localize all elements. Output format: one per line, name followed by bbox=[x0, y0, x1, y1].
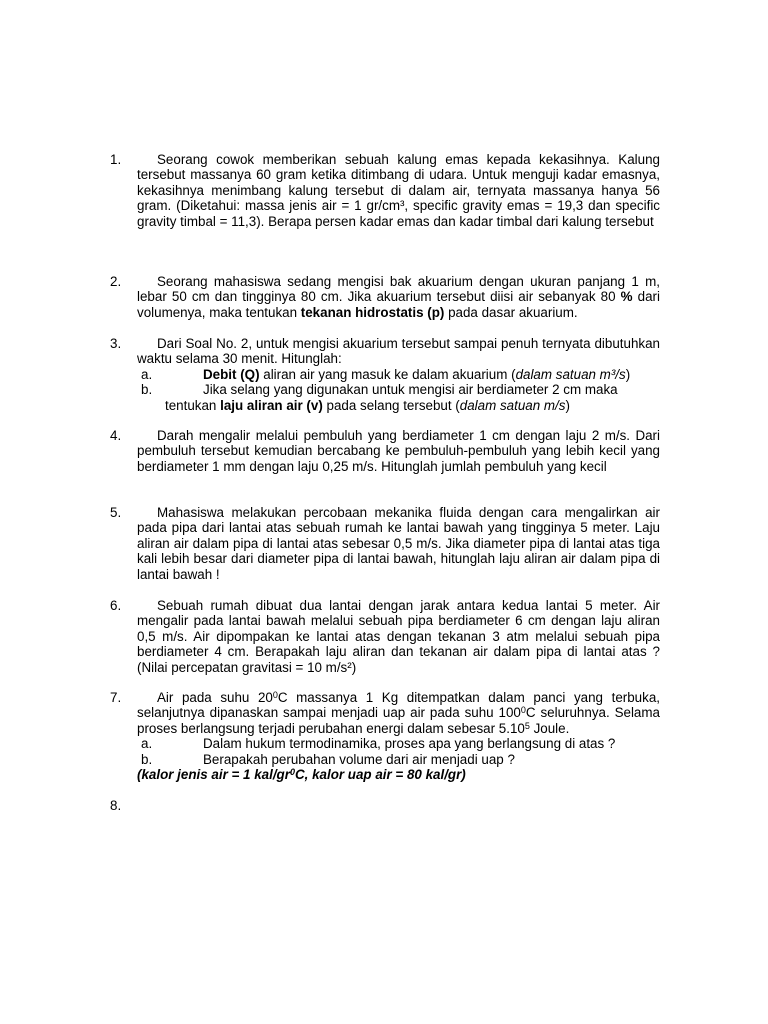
question-text: Mahasiswa melakukan percobaan mekanika fluida dengan cara mengalirkan air pada pipa dari lantai atas sebuah rumah ke lantai bawah yang tingginya 5 meter. Laju aliran air dalam pipa di lantai atas sebesar 0,5 m/s. Jika diameter pipa di lantai atas tiga kali lebih besar dari diameter pipa di lantai bawah, hitunglah laju aliran air dalam pipa di lantai bawah ! bbox=[137, 505, 660, 582]
question-text: Seorang cowok memberikan sebuah kalung emas kepada kekasihnya. Kalung tersebut massanya 60 gram ketika ditimbang di udara. Untuk menguji kadar emasnya, kekasihnya menimbang kalung tersebut di dalam air, ternyata massanya hanya 56 gram. (Diketahui: massa jenis air = 1 gr/cm³, specific gravity emas = 19,3 dan specific gravity timbal = 11,3). Berapa persen kadar emas dan kadar timbal dari kalung tersebut bbox=[137, 152, 660, 229]
question-number: 8. bbox=[110, 798, 122, 813]
question-text: dari volumenya, maka tentukan bbox=[137, 289, 660, 320]
question-6 bbox=[110, 598, 660, 675]
sub-question-b: b. Jika selang yang digunakan untuk mengisi air berdiameter 2 cm maka bbox=[141, 382, 618, 398]
sub-question-b: b. Berapakah perubahan volume dari air menjadi uap ? bbox=[141, 751, 515, 767]
question-number: 7. bbox=[110, 690, 122, 705]
question-number: 1. bbox=[110, 152, 122, 167]
question-2 bbox=[110, 274, 660, 320]
question-3 bbox=[110, 336, 660, 413]
question-number: 2. bbox=[110, 274, 122, 289]
question-number: 6. bbox=[110, 598, 122, 613]
question-4 bbox=[110, 428, 660, 474]
constants-note: (kalor jenis air = 1 kal/$gr^0C$, kalor uap air = 80 kal/gr) bbox=[137, 767, 466, 783]
question-text: Sebuah rumah dibuat dua lantai dengan jarak antara kedua lantai 5 meter. Air mengalir pada lantai bawah melalui sebuah pipa berdiameter 6 cm dengan laju aliran 0,5 m/s. Air dipompakan ke lantai atas dengan tekanan 3 atm melalui sebuah pipa berdiameter 4 cm. Berapakah laju aliran dan tekanan air dalam pipa di lantai atas ? (Nilai percepatan gravitasi = 10 m/s²) bbox=[137, 598, 660, 675]
question-text: Seorang mahasiswa sedang mengisi bak akuarium dengan ukuran panjang 1 m, lebar 50 cm dan tingginya 80 cm. Jika akuarium tersebut diisi air sebanyak 80 bbox=[137, 274, 660, 305]
sub-question-a: a. Debit (Q) aliran air yang masuk ke dalam akuarium (dalam satuan m³/s) bbox=[141, 366, 631, 382]
question-text: pada dasar akuarium. bbox=[444, 304, 578, 320]
question-5 bbox=[110, 505, 660, 582]
question-number: 3. bbox=[110, 336, 122, 351]
question-number: 5. bbox=[110, 505, 122, 520]
sub-question-a: a. Dalam hukum termodinamika, proses apa yang berlangsung di atas ? bbox=[141, 736, 616, 752]
key-term: tekanan hidrostatis (p) bbox=[300, 304, 445, 320]
question-text: Dari Soal No. 2, untuk mengisi akuarium tersebut sampai penuh ternyata dibutuhkan waktu selama 30 menit. Hitunglah: bbox=[137, 336, 660, 367]
question-number: 4. bbox=[110, 428, 122, 443]
percent-sign: % bbox=[620, 289, 633, 305]
question-7: 7. Air pada suhu $20^0C$ massanya 1 Kg ditempatkan dalam panci yang terbuka, selanjutnya dipanaskan sampai menjadi uap air pada suhu $100^0C$ seluruhnya. Selama proses berlangsung terjadi perubahan energi dalam sebesar 5.10$^5$ Joule. a. Dalam hukum termodinamika, proses apa yang berlangsung di atas ? b. Berapakah perubahan volume dari air menjadi uap ? (kalor jenis air = 1 kal/$gr^0C$, kalor uap air = 80 kal/gr) bbox=[110, 690, 660, 783]
question-1 bbox=[110, 152, 660, 229]
question-text: Darah mengalir melalui pembuluh yang berdiameter 1 cm dengan laju 2 m/s. Dari pembuluh tersebut kemudian bercabang ke pembuluh-pembuluh yang lebih kecil yang berdiameter 1 mm dengan laju 0,25 m/s. Hitunglah jumlah pembuluh yang kecil bbox=[137, 428, 660, 474]
sub-question-b-continued: tentukan laju aliran air (v) pada selang tersebut (dalam satuan m/s) bbox=[165, 397, 570, 413]
